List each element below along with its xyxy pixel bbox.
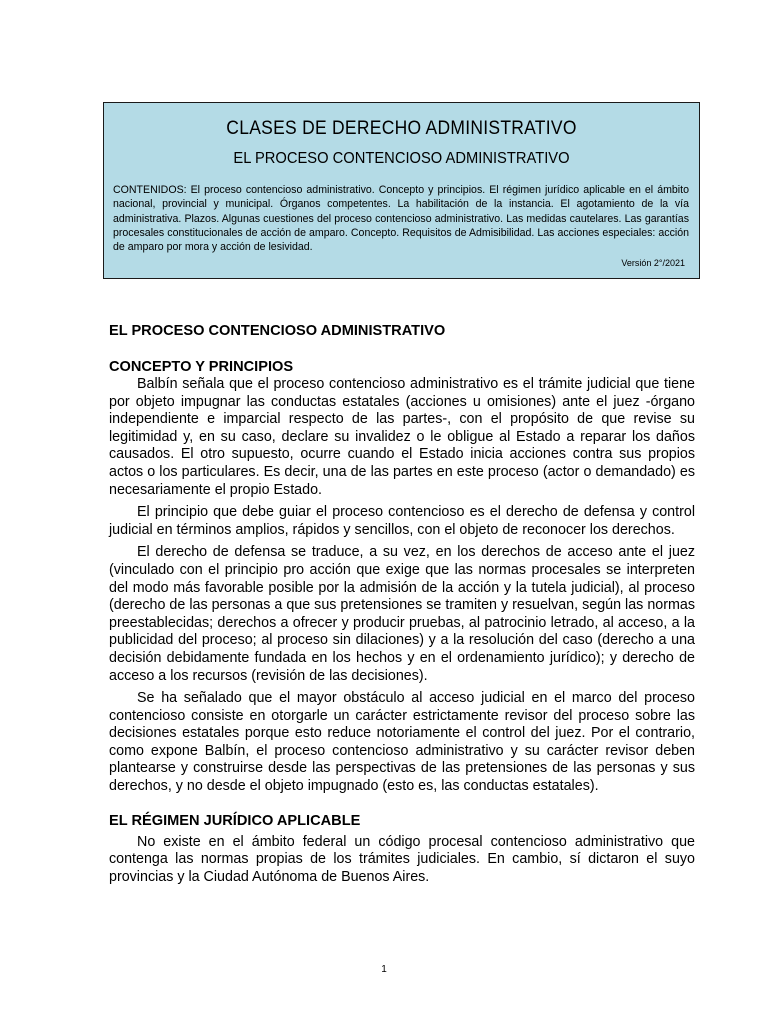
section-heading-concepto: CONCEPTO Y PRINCIPIOS	[109, 359, 294, 375]
section-heading-regimen: EL RÉGIMEN JURÍDICO APLICABLE	[109, 812, 361, 829]
paragraph: Se ha señalado que el mayor obstáculo al acceso judicial en el marco del proceso contencioso consiste en otorgarle un carácter estrictamente revisor del proceso sobre las decisiones estatales porque esto reduce notoriamente el control del juez. Por el contrario, como expone Balbín, el proceso contencioso administrativo y su carácter revisor deben plantearse y construirse desde las perspectivas de las pretensiones de las personas y sus derechos, y no desde el objeto impugnado (esto es, las conductas estatales).	[109, 690, 695, 795]
document-title: CLASES DE DERECHO ADMINISTRATIVO	[226, 118, 577, 139]
document-body	[109, 322, 695, 891]
paragraph: Balbín señala que el proceso contencioso administrativo es el trámite judicial que tiene por objeto impugnar las conductas estatales (acciones u omisiones) ante el juez -órgano independiente e imparcial respecto de las partes-, con el propósito de que revise su legitimidad y, en su caso, declare su invalidez o le obligue al Estado a reparar los daños causados. El otro supuesto, ocurre cuando el Estado inicia acciones contra sus propios actos o los particulares. Es decir, una de las partes en este proceso (actor o demandado) es necesariamente el propio Estado.	[109, 376, 695, 498]
document-subtitle: EL PROCESO CONTENCIOSO ADMINISTRATIVO	[233, 150, 570, 167]
page-number: 1	[381, 964, 387, 975]
main-heading: EL PROCESO CONTENCIOSO ADMINISTRATIVO	[109, 323, 446, 339]
document-header-box	[103, 102, 700, 279]
paragraph: No existe en el ámbito federal un código procesal contencioso administrativo que contenga las normas propias de los trámites judiciales. En cambio, sí dictaron el suyo provincias y la Ciudad Autónoma de Buenos Aires.	[109, 833, 695, 885]
paragraph: El principio que debe guiar el proceso contencioso es el derecho de defensa y control judicial en términos amplios, rápidos y sencillos, con el objeto de reconocer los derechos.	[109, 504, 695, 538]
paragraph: El derecho de defensa se traduce, a su vez, en los derechos de acceso ante el juez (vinculado con el principio pro acción que exige que las normas procesales se interpreten del modo más favorable posible por la admisión de la acción y la tutela judicial), al proceso (derecho de las personas a que sus pretensiones se tramiten y resuelvan, según las normas preestablecidas; derechos a ofrecer y producir pruebas, al patrocinio letrado, al acceso, a la publicidad del proceso; al proceso sin dilaciones) y a la resolución del caso (derecho a una decisión debidamente fundada en los hechos y en el ordenamiento jurídico); y derecho de acceso a los recursos (revisión de las decisiones).	[109, 544, 695, 684]
version-label: Versión 2°/2021	[621, 258, 685, 268]
contents-summary: CONTENIDOS: El proceso contencioso administrativo. Concepto y principios. El régimen jurídico aplicable en el ámbito nacional, provincial y municipal. Órganos competentes. La habilitación de la instancia. El agotamiento de la vía administrativa. Plazos. Algunas cuestiones del proceso contencioso administrativo. Las medidas cautelares. Las garantías procesales constitucionales de acción de amparo. Concepto. Requisitos de Admisibilidad. Las acciones especiales: acción de amparo por mora y acción de lesividad.	[113, 184, 689, 254]
